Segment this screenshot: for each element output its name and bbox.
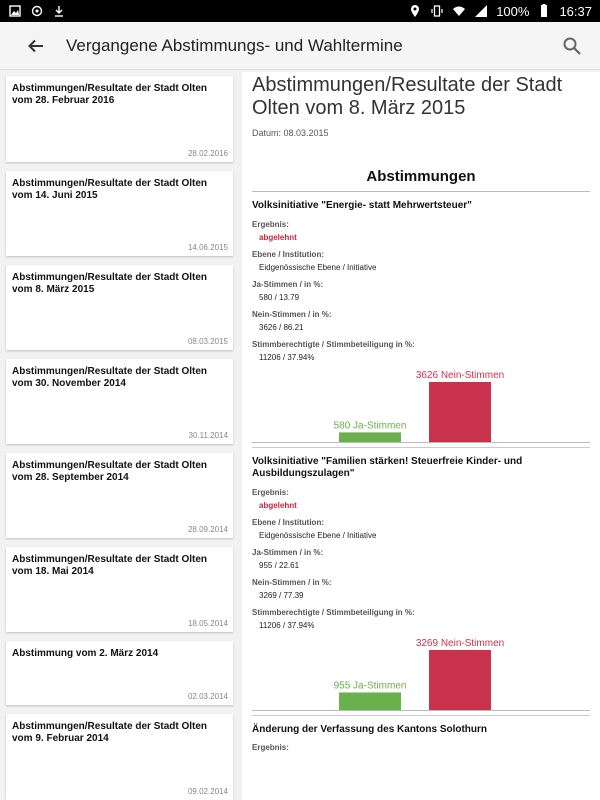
bar-chart	[252, 630, 590, 715]
back-button[interactable]	[22, 32, 50, 60]
vote-title: Änderung der Verfassung des Kantons Solothurn	[252, 724, 488, 735]
list-item-title: Abstimmungen/Resultate der Stadt Olten vom 28. Februar 2016	[12, 83, 208, 106]
yes-votes-label: Ja-Stimmen / in %:	[252, 548, 324, 557]
vibrate-icon	[430, 4, 444, 18]
list-item[interactable]	[6, 359, 233, 444]
arrow-left-icon	[27, 37, 45, 55]
vote-chart	[252, 362, 590, 447]
list-item-date: 14.06.2015	[187, 243, 228, 252]
vote-title: Volksinitiative "Familien stärken! Steuerfreie Kinder- und Ausbildungszulagen"	[252, 456, 523, 479]
bar-label-nein-stimmen: 3626 Nein-Stimmen	[415, 370, 505, 381]
signal-icon	[474, 4, 488, 18]
status-bar	[0, 0, 600, 22]
bar-label-ja-stimmen: 955 Ja-Stimmen	[333, 680, 407, 692]
vote-block	[252, 200, 590, 448]
download-icon	[52, 4, 66, 18]
list-item-title: Abstimmungen/Resultate der Stadt Olten vom 14. Juni 2015	[12, 178, 208, 201]
battery-percent: 100%	[496, 3, 530, 19]
result-label: Ergebnis:	[252, 743, 289, 752]
no-votes-label: Nein-Stimmen / in %:	[252, 578, 332, 587]
sync-icon	[30, 4, 44, 18]
bar-nein-stimmen	[429, 382, 491, 442]
list-item-date: 28.09.2014	[187, 525, 228, 534]
list-item-title: Abstimmungen/Resultate der Stadt Olten vom 28. September 2014	[12, 460, 208, 483]
clock: 16:37	[559, 3, 592, 19]
bar-label-nein-stimmen: 3269 Nein-Stimmen	[415, 638, 505, 649]
battery-icon	[537, 4, 551, 18]
list-item-date: 08.03.2015	[187, 337, 228, 346]
list-item-date: 18.05.2014	[187, 619, 228, 628]
bar-ja-stimmen	[339, 692, 401, 710]
detail-date: Datum: 08.03.2015	[252, 128, 329, 138]
detail-title: Abstimmungen/Resultate der Stadt Olten vom 8. März 2015	[252, 74, 563, 119]
level-label: Ebene / Institution:	[252, 250, 324, 259]
search-button[interactable]	[558, 32, 586, 60]
section-heading: Abstimmungen	[252, 168, 590, 192]
list-item-date: 02.03.2014	[187, 692, 228, 701]
list-item[interactable]	[6, 76, 233, 162]
photo-icon	[8, 4, 22, 18]
status-bar-left	[8, 4, 66, 18]
list-item-title: Abstimmungen/Resultate der Stadt Olten vom 18. Mai 2014	[12, 554, 208, 577]
no-votes-value: 3626 / 86.21	[259, 323, 304, 332]
list-item[interactable]	[6, 265, 233, 350]
result-value: abgelehnt	[259, 233, 297, 242]
list-item-title: Abstimmungen/Resultate der Stadt Olten vom 8. März 2015	[12, 272, 208, 295]
bar-ja-stimmen	[339, 432, 401, 442]
eligible-value: 11206 / 37.94%	[259, 353, 315, 362]
yes-votes-value: 580 / 13.79	[259, 293, 300, 302]
page-title: Vergangene Abstimmungs- und Wahltermine	[66, 35, 403, 55]
no-votes-label: Nein-Stimmen / in %:	[252, 310, 332, 319]
bar-chart	[252, 362, 590, 447]
list-item-title: Abstimmung vom 2. März 2014	[12, 648, 159, 659]
no-votes-value: 3269 / 77.39	[259, 591, 304, 600]
event-list	[0, 72, 242, 800]
vote-block	[252, 724, 590, 752]
eligible-label: Stimmberechtigte / Stimmbeteiligung in %:	[252, 340, 415, 349]
yes-votes-value: 955 / 22.61	[259, 561, 300, 570]
vote-chart	[252, 630, 590, 715]
list-item-date: 09.02.2014	[187, 787, 228, 796]
vote-block	[252, 456, 590, 716]
list-item[interactable]	[6, 171, 233, 256]
level-value: Eidgenössische Ebene / Initiative	[259, 263, 377, 272]
detail-pane	[242, 72, 600, 800]
app-bar	[0, 22, 600, 70]
list-item[interactable]	[6, 714, 233, 800]
eligible-label: Stimmberechtigte / Stimmbeteiligung in %:	[252, 608, 415, 617]
list-item-date: 28.02.2016	[187, 149, 228, 158]
wifi-icon	[452, 4, 466, 18]
list-item-date: 30.11.2014	[188, 431, 228, 440]
result-label: Ergebnis:	[252, 220, 289, 229]
result-value: abgelehnt	[259, 501, 297, 510]
bar-nein-stimmen	[429, 650, 491, 710]
eligible-value: 11206 / 37.94%	[259, 621, 315, 630]
level-label: Ebene / Institution:	[252, 518, 324, 527]
level-value: Eidgenössische Ebene / Initiative	[259, 531, 377, 540]
status-bar-right	[408, 4, 592, 19]
list-item-title: Abstimmungen/Resultate der Stadt Olten vom 30. November 2014	[12, 366, 208, 389]
list-item[interactable]	[6, 453, 233, 538]
yes-votes-label: Ja-Stimmen / in %:	[252, 280, 324, 289]
list-item[interactable]	[6, 547, 233, 632]
list-item-title: Abstimmungen/Resultate der Stadt Olten vom 9. Februar 2014	[12, 721, 208, 744]
location-icon	[408, 4, 422, 18]
result-label: Ergebnis:	[252, 488, 289, 497]
search-icon	[562, 36, 582, 56]
bar-label-ja-stimmen: 580 Ja-Stimmen	[333, 420, 407, 432]
list-item[interactable]	[6, 641, 233, 705]
vote-title: Volksinitiative "Energie- statt Mehrwertsteuer"	[252, 200, 472, 211]
